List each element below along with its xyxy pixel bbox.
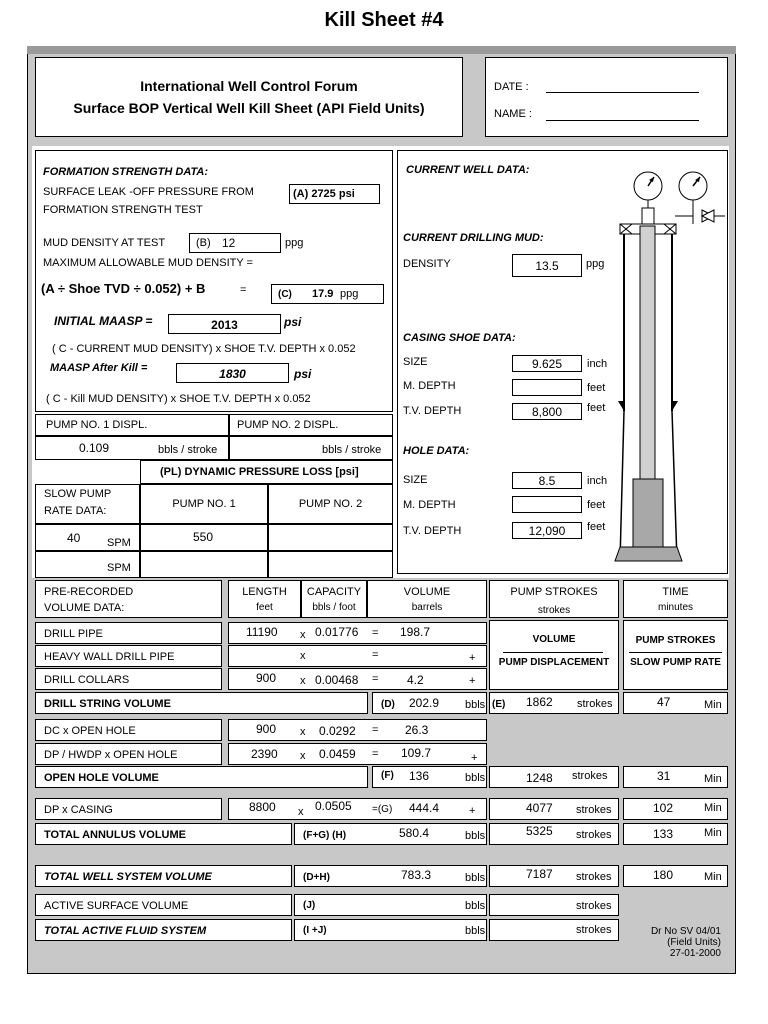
drill-pipe-row[interactable]	[228, 622, 487, 644]
formation-box	[35, 150, 393, 412]
header-date-box	[485, 57, 728, 137]
hole-mdepth-value[interactable]	[512, 496, 582, 513]
annulus-min: Min	[704, 827, 722, 839]
drill-string-strokes-cell[interactable]	[489, 692, 619, 714]
length-header	[228, 580, 301, 618]
volume-unit: barrels	[411, 602, 443, 613]
frac-pump-displ-label: PUMP DISPLACEMENT	[498, 657, 610, 668]
drill-string-bbls: bbls	[465, 699, 486, 711]
dc-oh-label-cell	[35, 719, 222, 741]
frac-slow-rate-label: SLOW PUMP RATE	[630, 657, 721, 668]
capacity-unit: bbls / foot	[312, 602, 356, 613]
leak-off-line2: FORMATION STRENGTH TEST	[43, 204, 203, 216]
frac-line-1	[503, 652, 603, 653]
annulus-strokes-unit: strokes	[576, 829, 612, 841]
well-system-strokes: 7187	[526, 867, 553, 881]
dp-casing-g: =(G)	[372, 804, 393, 815]
open-hole-strokes: 1248	[526, 771, 553, 785]
drill-string-strokes: 1862	[526, 695, 553, 709]
name-field[interactable]	[546, 120, 699, 121]
mud-test-box[interactable]	[189, 233, 281, 253]
dp-casing-x: x	[298, 806, 304, 818]
pump-strokes-unit: strokes	[537, 605, 571, 616]
hwdp-label-cell	[35, 645, 222, 667]
drill-string-min: Min	[704, 699, 722, 711]
casing-mdepth-label: M. DEPTH	[403, 380, 456, 392]
hole-tvd-value[interactable]: 12,090	[512, 522, 582, 539]
open-hole-label-cell	[35, 766, 368, 788]
pump1-loss-cell-2[interactable]	[140, 551, 268, 578]
dc-oh-label: DC x OPEN HOLE	[44, 725, 136, 737]
spm-unit-2: SPM	[107, 562, 131, 574]
open-hole-bbls: bbls	[465, 772, 486, 784]
maasp-after-label: MAASP After Kill =	[50, 362, 148, 374]
volume-over-displ-box	[489, 620, 619, 690]
pump2-displ-unit: bbls / stroke	[322, 444, 382, 456]
hole-heading: HOLE DATA:	[403, 445, 470, 457]
annulus-bbls: bbls	[465, 830, 486, 842]
open-hole-volume: 136	[409, 769, 430, 783]
collars-x: x	[300, 675, 306, 687]
spm-unit-1: SPM	[107, 537, 131, 549]
collars-row[interactable]	[228, 668, 487, 690]
dp-casing-plus: +	[469, 805, 476, 817]
drill-string-time-cell[interactable]	[623, 692, 728, 714]
dp-casing-strokes: 4077	[526, 801, 553, 815]
dp-casing-strokes-unit: strokes	[576, 804, 612, 816]
slow-pump-label1: SLOW PUMP	[44, 488, 112, 500]
pump1-loss-value: 550	[193, 530, 214, 544]
spm-cell-2[interactable]	[35, 551, 140, 578]
casing-mdepth-unit: feet	[587, 382, 606, 394]
annulus-label-cell	[35, 823, 292, 845]
pump2-displ-cell[interactable]	[229, 436, 393, 460]
open-hole-strokes-unit: strokes	[572, 770, 608, 782]
dpl-label: (PL) DYNAMIC PRESSURE LOSS [psi]	[160, 466, 359, 478]
collars-length: 900	[256, 671, 277, 685]
pump1-displ-cell[interactable]	[35, 436, 229, 460]
well-system-strokes-cell[interactable]	[489, 865, 619, 887]
pump1-displ-unit: bbls / stroke	[158, 444, 218, 456]
active-surface-label: ACTIVE SURFACE VOLUME	[44, 900, 189, 912]
annulus-time: 133	[653, 827, 674, 841]
hole-size-label: SIZE	[403, 474, 428, 486]
date-label: DATE :	[494, 81, 529, 93]
hwdp-row[interactable]	[228, 645, 487, 667]
drill-string-e: (E)	[492, 699, 506, 710]
maasp-formula1: ( C - CURRENT MUD DENSITY) x SHOE T.V. DEPTH x 0.052	[52, 343, 356, 355]
drill-pipe-label-cell	[35, 622, 222, 644]
pump2-displ-label: PUMP NO. 2 DISPL.	[237, 419, 339, 431]
formation-heading: FORMATION STRENGTH DATA:	[43, 166, 208, 178]
dp-casing-length: 8800	[249, 800, 276, 814]
active-fluid-volume-cell[interactable]	[294, 919, 487, 941]
annulus-strokes-cell[interactable]	[489, 823, 619, 845]
slow-pump-header	[35, 484, 140, 524]
collars-label-cell	[35, 668, 222, 690]
frac-line-2	[629, 652, 722, 653]
prerecorded-label1: PRE-RECORDED	[44, 586, 134, 598]
dpl-header	[140, 460, 393, 484]
hole-size-value[interactable]: 8.5	[512, 472, 582, 489]
capacity-label: CAPACITY	[306, 586, 362, 598]
mud-test-letter: (B)	[196, 237, 211, 249]
dc-oh-eq: =	[372, 724, 379, 736]
casing-size-unit: inch	[587, 358, 608, 370]
slow-pump-label2: RATE DATA:	[44, 505, 107, 517]
footer-doc-number: Dr No SV 04/01	[650, 926, 721, 937]
capacity-header	[301, 580, 367, 618]
dp-oh-x: x	[300, 750, 306, 762]
dc-oh-volume: 26.3	[405, 723, 429, 737]
dp-casing-min: Min	[704, 802, 722, 814]
casing-heading: CASING SHOE DATA:	[403, 332, 516, 344]
active-surface-volume-cell[interactable]	[294, 894, 487, 916]
maasp-formula2: ( C - Kill MUD DENSITY) x SHOE T.V. DEPTH x 0.052	[46, 393, 311, 405]
c-letter: (C)	[278, 289, 292, 300]
well-system-volume-cell[interactable]	[294, 865, 487, 887]
pump1-loss-cell-1[interactable]	[140, 524, 268, 551]
spm-cell-1[interactable]	[35, 524, 140, 551]
c-unit: ppg	[340, 288, 359, 300]
pump2-loss-cell-2[interactable]	[268, 551, 393, 578]
well-system-min: Min	[704, 871, 722, 883]
pump-no2-header	[268, 484, 393, 524]
well-system-time-cell[interactable]	[623, 865, 728, 887]
time-header	[623, 580, 728, 618]
initial-maasp-value[interactable]: 2013	[168, 314, 281, 334]
max-mud-formula: (A ÷ Shoe TVD ÷ 0.052) + B	[41, 281, 206, 296]
drill-pipe-length: 11190	[246, 625, 278, 639]
active-fluid-label: TOTAL ACTIVE FLUID SYSTEM	[44, 925, 207, 937]
well-system-bbls: bbls	[465, 872, 486, 884]
density-label: DENSITY	[403, 258, 451, 270]
collars-plus: +	[469, 675, 476, 687]
date-field[interactable]	[546, 92, 699, 93]
dp-oh-capacity: 0.0459	[319, 747, 356, 761]
maasp-after-value[interactable]: 1830	[176, 363, 289, 383]
casing-tvd-label: T.V. DEPTH	[403, 405, 462, 417]
dp-oh-volume: 109.7	[401, 746, 432, 760]
dp-oh-plus: +	[471, 752, 478, 764]
open-hole-label: OPEN HOLE VOLUME	[44, 772, 159, 784]
dp-casing-label-cell	[35, 798, 222, 820]
frac-volume-label: VOLUME	[532, 634, 576, 645]
dp-oh-label: DP / HWDP x OPEN HOLE	[44, 749, 178, 761]
annulus-volume-cell[interactable]	[294, 823, 487, 845]
hwdp-plus: +	[469, 652, 476, 664]
active-surface-bbls: bbls	[465, 900, 486, 912]
pump-strokes-header	[489, 580, 619, 618]
active-surface-letter: (J)	[303, 900, 316, 911]
drill-pipe-label: DRILL PIPE	[44, 628, 103, 640]
pump-no1-label: PUMP NO. 1	[172, 498, 236, 510]
maasp-after-unit: psi	[294, 367, 312, 381]
footer-date: 27-01-2000	[669, 948, 721, 959]
casing-tvd-value[interactable]: 8,800	[512, 403, 582, 420]
open-hole-min: Min	[704, 773, 722, 785]
dp-casing-volume: 444.4	[409, 801, 440, 815]
hole-tvd-unit: feet	[587, 521, 606, 533]
pump1-displ-value: 0.109	[79, 441, 110, 455]
footer-units: (Field Units)	[667, 937, 721, 948]
dp-oh-eq: =	[372, 748, 379, 760]
casing-size-value[interactable]: 9.625	[512, 355, 582, 372]
collars-volume: 4.2	[407, 673, 424, 687]
annulus-time-cell[interactable]	[623, 823, 728, 845]
drill-string-volume: 202.9	[409, 696, 440, 710]
active-surface-strokes-cell[interactable]	[489, 894, 619, 916]
c-value: 17.9	[312, 288, 334, 300]
drill-pipe-eq: =	[372, 627, 379, 639]
frame-top-band	[27, 46, 736, 54]
time-unit: minutes	[657, 602, 693, 613]
active-fluid-letter: (I +J)	[303, 925, 327, 936]
open-hole-time: 31	[657, 769, 671, 783]
active-fluid-strokes-unit: strokes	[576, 924, 612, 936]
prerecorded-label2: VOLUME DATA:	[44, 602, 125, 614]
dc-oh-x: x	[300, 726, 306, 738]
pump-no1-header	[140, 484, 268, 524]
spm-value: 40	[67, 531, 81, 545]
current-well-heading: CURRENT WELL DATA:	[406, 164, 530, 176]
dp-casing-label: DP x CASING	[44, 804, 113, 816]
drill-string-volume-cell[interactable]	[372, 692, 487, 714]
mud-test-unit: ppg	[285, 237, 304, 249]
pump-no2-label: PUMP NO. 2	[298, 498, 363, 510]
mud-test-value: 12	[222, 236, 236, 250]
active-surface-label-cell	[35, 894, 292, 916]
dp-casing-strokes-cell[interactable]	[489, 798, 619, 820]
active-fluid-bbls: bbls	[465, 925, 486, 937]
dc-oh-row[interactable]	[228, 719, 487, 741]
dp-casing-time: 102	[653, 801, 674, 815]
name-label: NAME :	[494, 108, 532, 120]
current-mud-heading: CURRENT DRILLING MUD:	[403, 232, 544, 244]
dp-casing-time-cell[interactable]	[623, 798, 728, 820]
pump2-loss-cell-1[interactable]	[268, 524, 393, 551]
volume-label: VOLUME	[403, 586, 451, 598]
sheet-subtitle: Surface BOP Vertical Well Kill Sheet (API Field Units)	[73, 100, 425, 116]
casing-mdepth-value[interactable]	[512, 379, 582, 396]
well-system-letter: (D+H)	[303, 872, 330, 883]
frac-pump-strokes-label: PUMP STROKES	[635, 635, 716, 646]
length-unit: feet	[256, 602, 273, 613]
well-system-strokes-unit: strokes	[576, 871, 612, 883]
collars-label: DRILL COLLARS	[44, 674, 130, 686]
hwdp-eq: =	[372, 649, 379, 661]
active-fluid-label-cell	[35, 919, 292, 941]
volume-header	[367, 580, 487, 618]
dp-oh-length: 2390	[251, 747, 278, 761]
well-schematic-icon	[610, 166, 728, 566]
dp-casing-capacity: 0.0505	[315, 799, 352, 813]
page-title: Kill Sheet #4	[324, 9, 444, 31]
dp-oh-row[interactable]	[228, 743, 487, 765]
drill-string-strokes-unit: strokes	[577, 698, 613, 710]
header-title-box	[35, 57, 463, 137]
annulus-volume: 580.4	[399, 826, 430, 840]
hwdp-x: x	[300, 650, 306, 662]
dc-oh-length: 900	[256, 722, 277, 736]
formula-eq: =	[240, 284, 247, 296]
leak-off-line1: SURFACE LEAK -OFF PRESSURE FROM	[43, 186, 254, 198]
well-system-volume: 783.3	[401, 868, 432, 882]
c-value-box[interactable]	[271, 284, 384, 304]
open-hole-letter: (F)	[381, 770, 394, 781]
drill-string-label: DRILL STRING VOLUME	[44, 698, 171, 710]
hwdp-label: HEAVY WALL DRILL PIPE	[44, 651, 175, 663]
annulus-letter: (F+G) (H)	[303, 830, 347, 841]
mud-test-label: MUD DENSITY AT TEST	[43, 237, 166, 249]
casing-tvd-unit: feet	[587, 402, 606, 414]
casing-size-label: SIZE	[403, 356, 428, 368]
length-label: LENGTH	[242, 586, 287, 598]
leak-off-value[interactable]: (A) 2725 psi	[289, 184, 380, 204]
max-mud-label: MAXIMUM ALLOWABLE MUD DENSITY =	[43, 257, 253, 269]
annulus-label: TOTAL ANNULUS VOLUME	[44, 829, 186, 841]
pump1-displ-label: PUMP NO. 1 DISPL.	[46, 419, 148, 431]
strokes-over-rate-box	[623, 620, 728, 690]
dc-oh-capacity: 0.0292	[319, 724, 356, 738]
prerecorded-header	[35, 580, 222, 618]
pump2-displ-header	[229, 414, 393, 436]
hole-mdepth-unit: feet	[587, 499, 606, 511]
collars-eq: =	[372, 673, 379, 685]
time-label: TIME	[662, 586, 689, 598]
well-system-time: 180	[653, 868, 674, 882]
initial-maasp-label: INITIAL MAASP =	[54, 314, 153, 328]
well-system-label: TOTAL WELL SYSTEM VOLUME	[44, 871, 212, 883]
dp-oh-label-cell	[35, 743, 222, 765]
org-title: International Well Control Forum	[140, 78, 358, 94]
active-fluid-strokes-cell[interactable]	[489, 919, 619, 941]
pump-strokes-label: PUMP STROKES	[510, 586, 598, 598]
density-unit: ppg	[586, 258, 605, 270]
drill-string-time: 47	[657, 695, 671, 709]
open-hole-volume-cell[interactable]	[372, 766, 487, 788]
well-system-label-cell	[35, 865, 292, 887]
open-hole-strokes-cell[interactable]	[489, 766, 619, 788]
drill-pipe-capacity: 0.01776	[315, 625, 359, 639]
initial-maasp-unit: psi	[284, 315, 302, 329]
drill-string-label-cell	[35, 692, 368, 714]
well-data-box	[397, 150, 728, 574]
dp-casing-row[interactable]	[228, 798, 487, 820]
annulus-strokes: 5325	[526, 824, 553, 838]
hole-tvd-label: T.V. DEPTH	[403, 525, 462, 537]
hole-size-unit: inch	[587, 475, 608, 487]
drill-string-letter: (D)	[381, 699, 395, 710]
pump1-displ-header	[35, 414, 229, 436]
open-hole-time-cell[interactable]	[623, 766, 728, 788]
collars-capacity: 0.00468	[315, 673, 359, 687]
drill-pipe-x: x	[300, 629, 306, 641]
active-surface-strokes-unit: strokes	[576, 900, 612, 912]
hole-mdepth-label: M. DEPTH	[403, 499, 456, 511]
density-value[interactable]: 13.5	[512, 254, 582, 277]
drill-pipe-volume: 198.7	[400, 625, 431, 639]
